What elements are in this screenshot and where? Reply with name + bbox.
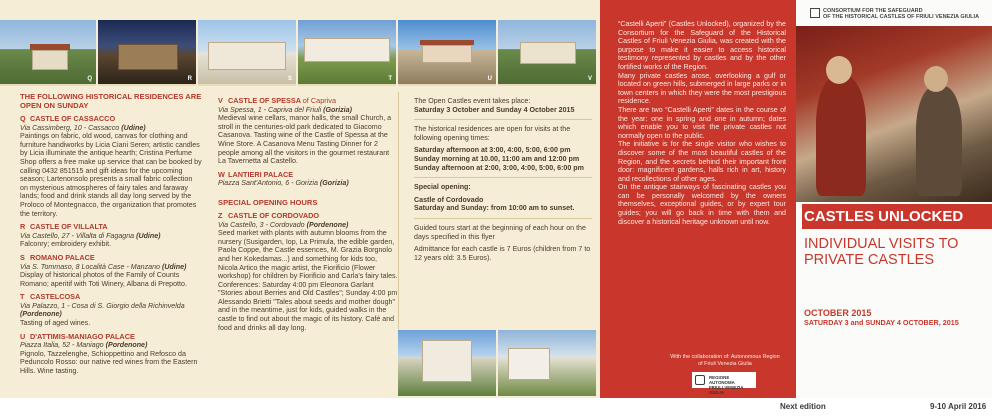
- special-opening-place: Castle of Cordovado: [414, 195, 484, 204]
- consortium-line: CONSORTIUM FOR THE SAFEGUARD: [823, 8, 923, 14]
- panel-heading: THE FOLLOWING HISTORICAL RESIDENCES ARE OPEN ON SUNDAY: [20, 92, 202, 110]
- logo-line: FRIULI VENEZIA GIULIA: [709, 385, 744, 395]
- collaboration-note: With the collaboration of: Autonomous Region of Friuli Venezia Giulia: [670, 354, 780, 367]
- entry-name: CASTLE OF CASSACCO: [30, 114, 116, 123]
- entry-name: ROMANO PALACE: [30, 252, 95, 262]
- event-intro: The Open Castles event takes place:: [414, 97, 531, 105]
- consortium-line: OF THE HISTORICAL CASTLES OF FRIULI VENEZIA GIULIA: [823, 14, 980, 21]
- entry-letter: Q: [20, 114, 26, 123]
- entry-romano-palace: [20, 254, 202, 288]
- entry-address: Via Castello, 27 - Villalta di Fagagna: [20, 231, 135, 240]
- next-edition-dates: 9-10 April 2016: [930, 402, 987, 411]
- hours-line: Sunday afternoon at 2:00, 3:00, 4:00, 5:00, 6:00 pm: [414, 163, 584, 172]
- entry-letter: W: [218, 169, 225, 179]
- photo-castelcosa: [298, 20, 396, 86]
- photo-cassacco: [0, 20, 96, 86]
- region-seal-icon: [695, 375, 705, 385]
- entry-name: CASTLE OF CORDOVADO: [228, 210, 320, 220]
- footer: [0, 398, 992, 416]
- entry-castle-cassacco: [20, 115, 202, 218]
- logo-line: REGIONE AUTONOMA: [709, 375, 735, 385]
- next-edition-label: Next edition: [780, 402, 826, 411]
- photo-maniago: [398, 20, 496, 86]
- special-opening-label: Special opening:: [414, 183, 471, 192]
- consortium-logo-icon: [810, 8, 820, 18]
- about-paragraph: Many private castles arose, overlooking a gulf or located on green hills, submerged in large parks or in town centers in which they were the most prestigious residence.: [618, 71, 786, 106]
- panel-about: [600, 0, 796, 398]
- panel-event-info: [414, 97, 592, 262]
- entry-address: Via Castello, 3 - Cordovado: [218, 220, 305, 229]
- entry-dattimis-maniago: [20, 333, 202, 376]
- entry-name: LANTIERI PALACE: [228, 169, 294, 179]
- entry-town: (Gorizia): [323, 105, 352, 114]
- entry-description: Falconry; embroidery exhibit.: [20, 240, 112, 249]
- about-text: [618, 20, 786, 226]
- panel-residences-continued: [218, 97, 398, 332]
- photo-lower-2: [498, 330, 596, 396]
- entry-letter: U: [20, 331, 26, 341]
- admittance-note: Admittance for each castle is 7 Euros (children from 7 to 12 years old: 3.5 Euros).: [414, 245, 591, 262]
- entry-castle-cordovado: [218, 212, 398, 332]
- entry-letter: R: [20, 222, 26, 232]
- rule: [414, 177, 592, 178]
- entry-castle-villalta: [20, 223, 202, 249]
- hours-intro: The historical residences are open for visits at the following opening times:: [414, 125, 571, 142]
- rule: [414, 119, 592, 120]
- entry-address: Via Cassimberg, 10 - Cassacco: [20, 123, 120, 132]
- photo-tag: S: [287, 76, 292, 82]
- photo-tag: T: [388, 76, 392, 82]
- cover-fresco-image: [796, 26, 992, 202]
- entry-name: D'ATTIMIS-MANIAGO PALACE: [30, 331, 135, 341]
- cover-subtitle: INDIVIDUAL VISITS TO PRIVATE CASTLES: [804, 236, 959, 268]
- panel-sunday-residences: [20, 92, 202, 376]
- about-paragraph: There are two “Castelli Aperti” dates in the course of the year: one in spring and one in autumn; dates which enable you to visit the private castles not normally open to the public.: [618, 105, 786, 140]
- entry-castle-spessa: [218, 97, 398, 166]
- entry-town: (Gorizia): [319, 179, 349, 188]
- entry-address: Via Palazzo, 1 - Cosa di S. Giorgio della Richinvelda: [20, 301, 185, 310]
- entry-address: Piazza Italia, 52 - Maniago: [20, 341, 104, 350]
- entry-town: (Udine): [136, 231, 161, 240]
- entry-town: (Udine): [121, 123, 146, 132]
- special-hours-heading: SPECIAL OPENING HOURS: [218, 197, 318, 207]
- entry-description: Pignolo, Tazzelenghe, Schioppettino and Refosco da Peduncolo Rosso: our native red wines from the Eastern Hills. Wine tasting.: [20, 349, 198, 376]
- entry-address: Via Spessa, 1 - Capriva del Friuli: [218, 105, 322, 114]
- panel-cover: [796, 0, 992, 398]
- about-paragraph: “Castelli Aperti” (Castles Unlocked), organized by the Consortium for the Safeguard of the Historical Castles of Friuli Venezia Giulia, was created with the purpose to make it easier to access historical testimony represented by castles and by the other fortified works of the Region.: [618, 20, 786, 71]
- photo-lower-1: [398, 330, 496, 396]
- guided-tours-note: Guided tours start at the beginning of each hour on the days specified in this flyer: [414, 223, 586, 241]
- entry-address: Piazza Sant'Antonio, 6 - Gorizia: [218, 179, 318, 188]
- cover-title: CASTLES UNLOCKED: [802, 204, 992, 229]
- event-dates: Saturday 3 October and Sunday 4 October 2015: [414, 105, 575, 114]
- entry-castelcosa: [20, 293, 202, 327]
- entry-address: Via S. Tommaso, 8 Località Case - Manzano: [20, 262, 160, 271]
- region-logo: [692, 372, 756, 395]
- entry-name: CASTELCOSA: [30, 292, 81, 302]
- cover-dates: SATURDAY 3 and SUNDAY 4 OCTOBER, 2015: [804, 318, 959, 327]
- entry-letter: V: [218, 96, 223, 105]
- entry-letter: T: [20, 292, 25, 302]
- photo-spessa: [498, 20, 596, 86]
- entry-name: CASTLE OF SPESSA: [228, 96, 301, 105]
- entry-town: (Pordenone): [20, 310, 62, 319]
- entry-description: Paintings on fabric, old wood, canvas for clothing and furniture handiworks by Licia Ciani Seren; artistic candles by Licia illuminate the antique hearth; Cristina Perfume Shop offers a free make up service that can be booked by calling 0432 851515 and gift ideas for the upcoming season; Lartenonsolo presents a small fabric collection on mysterious atmospheres of fairy tales and faraway lands; food and drink stands all day long served by the Proloco of Montegnacco, the organization that promotes the territory.: [20, 132, 202, 218]
- entry-description: Display of historical photos of the Family of Counts Romano; aperitif with Toti Winery, Albana di Prepotto.: [20, 271, 187, 288]
- entry-description: Seed market with plants with autumn blooms from the nursery (Susigarden, Iop, La Primula, the edible garden, Paola Coppe, the Castle essences, M. Grazia Borgnolo and her Kokedamas...) and something for kids too, Nicola Artico the magic artist, the Fiorificio (Flower workshop) for children by Fiorificio and Carla's fairy tales. Conferences: Saturday 4:00 pm Eleonora Garlant "Stories about Berries and Old Castles"; Sunday 4:00 pm Alessando Brietti "Tales about seeds and mother dough" and in the meantime, just for kids, guided walks in the castle to find out about the magic of its history. Café and food and drinks all day long.: [218, 229, 398, 332]
- entry-town: (Pordenone): [306, 220, 349, 229]
- special-opening-time: Saturday and Sunday: from 10:00 am to sunset.: [414, 204, 575, 213]
- about-paragraph: The initiative is for the single visitor who wishes to discover some of the most beautiful castles of the Region, and the secrets behind their important front door: magnificent gardens, halls rich in art, history and recollections of other ages.: [618, 140, 786, 183]
- photo-villalta: [98, 20, 196, 86]
- entry-town: (Udine): [161, 262, 187, 271]
- entry-description: Medieval wine cellars, manor halls, the small Church, a stroll in the centuries-old park dedicated to Giacomo Casanova. Tasting wine of the Castle of Spessa at the Wine Store. A Casanova Menu Tasting Dinner for 2 people among all the visitors in the gourmet restaurant La Tavernetta al Castello.: [218, 114, 392, 166]
- photo-tag: R: [187, 76, 192, 82]
- cover-month: OCTOBER 2015: [804, 308, 872, 318]
- about-paragraph: On the antique stairways of fascinating castles you can be personally welcomed by the owners themselves, exceptional guides, or by expert tour guides; you will go back in time with them and discover a historical heritage unknown until now.: [618, 183, 786, 226]
- hours-line: Saturday afternoon at 3:00, 4:00, 5:00, 6:00 pm: [414, 146, 571, 155]
- rule: [414, 218, 592, 219]
- photo-tag: V: [587, 76, 592, 82]
- hours-line: Sunday morning at 10.00, 11:00 am and 12:00 pm: [414, 154, 580, 163]
- photo-tag: U: [487, 76, 492, 82]
- entry-town: (Pordenone): [105, 341, 148, 350]
- photo-romano: [198, 20, 296, 86]
- entry-name: CASTLE OF VILLALTA: [30, 222, 108, 232]
- entry-letter: S: [20, 252, 25, 262]
- entry-lantieri-palace: [218, 171, 398, 188]
- entry-description: Tasting of aged wines.: [20, 319, 91, 328]
- photo-tag: Q: [87, 76, 92, 82]
- entry-letter: Z: [218, 210, 223, 220]
- entry-name-suffix: of Capriva: [302, 96, 337, 105]
